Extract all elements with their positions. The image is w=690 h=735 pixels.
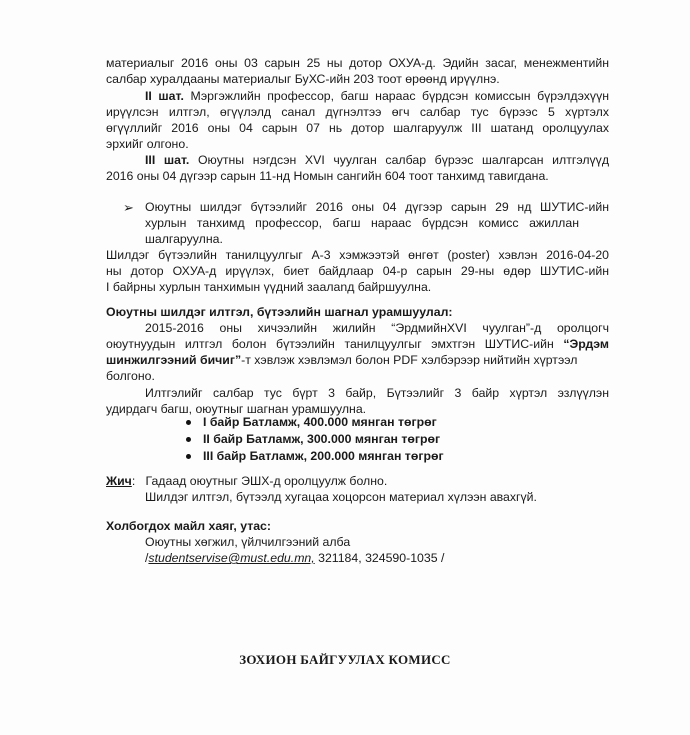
stage-2-label: II шат. bbox=[145, 89, 184, 103]
contact-line bbox=[145, 551, 444, 566]
contact-heading: Холбогдох майл хаяг, утас: bbox=[106, 519, 271, 533]
text-line: эрхийг олгоно. bbox=[106, 137, 189, 151]
note-colon: : bbox=[131, 474, 136, 488]
note-label: Жич bbox=[106, 474, 132, 488]
bullet-icon bbox=[186, 454, 191, 459]
text-line: Мэргэжлийн профессор, багш нараас бүрдсэн комиссын бүрэлдэхүүн bbox=[190, 89, 610, 103]
text-line bbox=[106, 353, 577, 368]
text-line: Илтгэлийг салбар тус бүрт 3 байр, Бүтээлийг 3 байр хүртэл эзлүүлэн bbox=[145, 386, 609, 400]
text-segment: оюутнуудын илтгэл болон бүтээлийн танилцуулгыг эмхтгэн ШУТИС-ийн bbox=[106, 337, 554, 351]
collection-title: шинжилгээний бичиг” bbox=[106, 353, 242, 367]
awards-heading: Оюутны шилдэг илтгэл, бүтээлийн шагнал урамшуулал: bbox=[106, 305, 453, 319]
arrow-bullet-icon: ➢ bbox=[123, 200, 134, 215]
committee-signature: ЗОХИОН БАЙГУУЛАХ КОМИСС bbox=[239, 652, 451, 667]
text-line: шалгаруулна. bbox=[145, 232, 223, 246]
text-line bbox=[106, 337, 609, 352]
bullet-icon bbox=[186, 437, 191, 442]
text-line: 2015-2016 оны хичээлийн жилийн “ЭрдмийнXVI чуулган”-д оролцогч bbox=[145, 321, 609, 335]
text-line: удирдагч багш, оюутныг шагнан урамшуулна. bbox=[106, 402, 367, 416]
bullet-icon bbox=[186, 420, 191, 425]
stage-3-label: III шат. bbox=[145, 153, 190, 167]
text-line: 2016 оны 04 дүгээр сарын 11-нд Номын сангийн 604 тоот танхимд тавигдана. bbox=[106, 169, 549, 183]
text-line: салбар хуралдааны материалыг БуХС-ийн 203 тоот өрөөнд ирүүлнэ. bbox=[106, 72, 500, 86]
text-line: хурлын танхимд профессор, багш нараас бүрдсэн комисс ажиллан bbox=[145, 216, 579, 230]
text-line: Оюутны нэгдсэн XVI чуулган салбар бүрээс шалгарсан илтгэлүүд bbox=[197, 153, 609, 167]
stage-3-line bbox=[145, 153, 609, 168]
note-line bbox=[106, 474, 387, 489]
text-line: Оюутны шилдэг бүтээлийг 2016 оны 04 дүгээр сарын 29 нд ШУТИС-ийн bbox=[145, 200, 609, 214]
contact-email-link[interactable]: studentservise@must.edu.mn, bbox=[148, 551, 315, 565]
award-item: I байр Батламж, 400.000 мянган төгрөг bbox=[203, 415, 437, 429]
award-item: II байр Батламж, 300.000 мянган төгрөг bbox=[203, 432, 441, 446]
award-item: III байр Батламж, 200.000 мянган төгрөг bbox=[203, 449, 444, 463]
text-segment: -т хэвлэж хэвлэмэл болон PDF хэлбэрээр нийтийн хүртээл bbox=[241, 353, 578, 367]
contact-slash: / bbox=[145, 551, 149, 565]
stage-2-line bbox=[145, 89, 609, 104]
text-line: болгоно. bbox=[106, 369, 155, 383]
contact-phones: 321184, 324590-1035 / bbox=[314, 551, 445, 565]
text-line: I байрны хурлын танхимын үүдний заалanд байршуулна. bbox=[106, 280, 432, 294]
collection-title: “Эрдэм bbox=[563, 337, 609, 351]
text-line: Шилдэг бүтээлийн танилцуулгыг А-3 хэмжээтэй өнгөт (poster) хэвлэн 2016-04-20 bbox=[106, 248, 609, 262]
text-line: ирүүлсэн илтгэл, өгүүлэлд санал дүгнэлтээ өгч салбар тус бүрээс 5 хүртэлх bbox=[106, 105, 609, 119]
text-line: өгүүллийг 2016 оны 04 сарын 07 нь дотор шалгаруулж III шатанд оролцуулах bbox=[106, 121, 609, 135]
text-line: ны дотор ОХУА-д ирүүлэх, биет байдлаар 04-р сарын 29-ны өдөр ШУТИС-ийн bbox=[106, 264, 609, 278]
text-segment: Гадаад оюутныг ЭШХ-д оролцуулж болно. bbox=[145, 474, 388, 488]
text-line: материалыг 2016 оны 03 сарын 25 ны дотор ОХУА-д. Эдийн засаг, менежментийн bbox=[106, 56, 609, 70]
text-line: Шилдэг илтгэл, бүтээлд хугацаа хоцорсон материал хүлээн авахгүй. bbox=[145, 490, 537, 504]
text-line: Оюутны хөгжил, үйлчилгээний алба bbox=[145, 535, 351, 549]
